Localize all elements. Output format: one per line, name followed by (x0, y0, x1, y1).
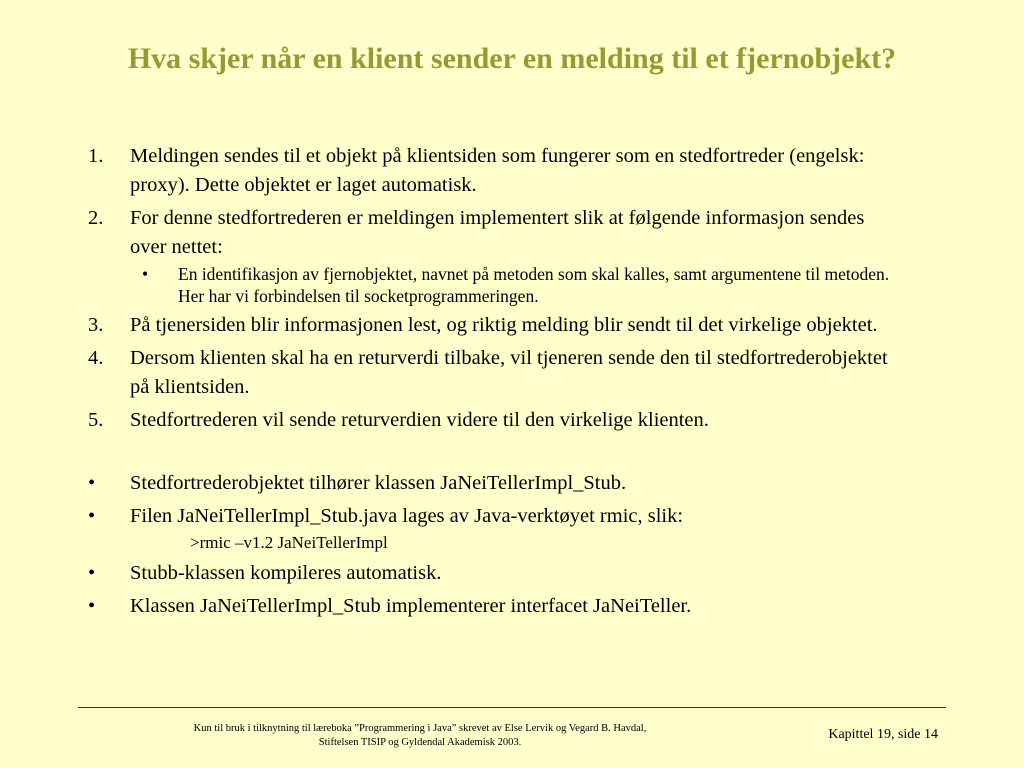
numbered-item-1 (0, 142, 1024, 200)
bullet-text: Stubb-klassen kompileres automatisk. (130, 562, 442, 584)
bullet-marker: • (88, 562, 96, 584)
bullet-item-3 (0, 559, 1024, 588)
sub-item-text: En identifikasjon av fjernobjektet, navnet på metoden som skal kalles, samt argumentene til metoden. Her har vi forbindelsen til socketprogrammeringen. (178, 264, 890, 306)
footer-credit (140, 722, 700, 750)
numbered-item-3 (0, 311, 1024, 340)
bullet-text: Filen JaNeiTellerImpl_Stub.java lages av Java-verktøyet rmic, slik: (130, 505, 684, 527)
item-number: 3. (88, 314, 104, 336)
slide-body (0, 142, 1024, 621)
bullet-item-1 (0, 469, 1024, 498)
item-text: Meldingen sendes til et objekt på klientsiden som fungerer som en stedfortreder (engelsk: proxy). Dette objektet er laget automatisk. (130, 145, 865, 196)
bullet-marker: • (88, 505, 96, 527)
sub-bullet-item (0, 263, 1024, 307)
numbered-item-5 (0, 406, 1024, 435)
bullet-marker: • (88, 595, 96, 617)
numbered-item-4 (0, 344, 1024, 402)
bullet-item-4 (0, 592, 1024, 621)
bullet-item-2 (0, 502, 1024, 531)
bullet-text: Stedfortrederobjektet tilhører klassen JaNeiTellerImpl_Stub. (130, 472, 627, 494)
item-text: På tjenersiden blir informasjonen lest, og riktig melding blir sendt til det virkelige objektet. (130, 314, 878, 336)
numbered-item-2 (0, 204, 1024, 262)
footer-credit-line-2: Stiftelsen TISIP og Gyldendal Akademisk 2003. (318, 737, 522, 748)
item-text: Dersom klienten skal ha en returverdi tilbake, vil tjeneren sende den til stedfortrederobjektet på klientsiden. (130, 347, 888, 398)
item-number: 5. (88, 409, 104, 431)
item-number: 1. (88, 145, 104, 167)
footer-credit-line-1: Kun til bruk i tilknytning til læreboka ”Programmering i Java” skrevet av Else Lervik og Vegard B. Havdal, (193, 723, 647, 734)
bullet-text: Klassen JaNeiTellerImpl_Stub implementerer interfacet JaNeiTeller. (130, 595, 692, 617)
footer-divider (78, 707, 946, 708)
item-text: For denne stedfortrederen er meldingen implementert slik at følgende informasjon sendes over nettet: (130, 207, 865, 258)
slide-title: Hva skjer når en klient sender en melding til et fjernobjekt? (127, 42, 897, 75)
bullet-marker: • (142, 264, 149, 284)
item-text: Stedfortrederen vil sende returverdien videre til den virkelige klienten. (130, 409, 709, 431)
rmic-command: >rmic –v1.2 JaNeiTellerImpl (190, 533, 388, 552)
item-number: 4. (88, 347, 104, 369)
page-number: Kapittel 19, side 14 (828, 727, 938, 742)
bullet-marker: • (88, 472, 96, 494)
item-number: 2. (88, 207, 104, 229)
